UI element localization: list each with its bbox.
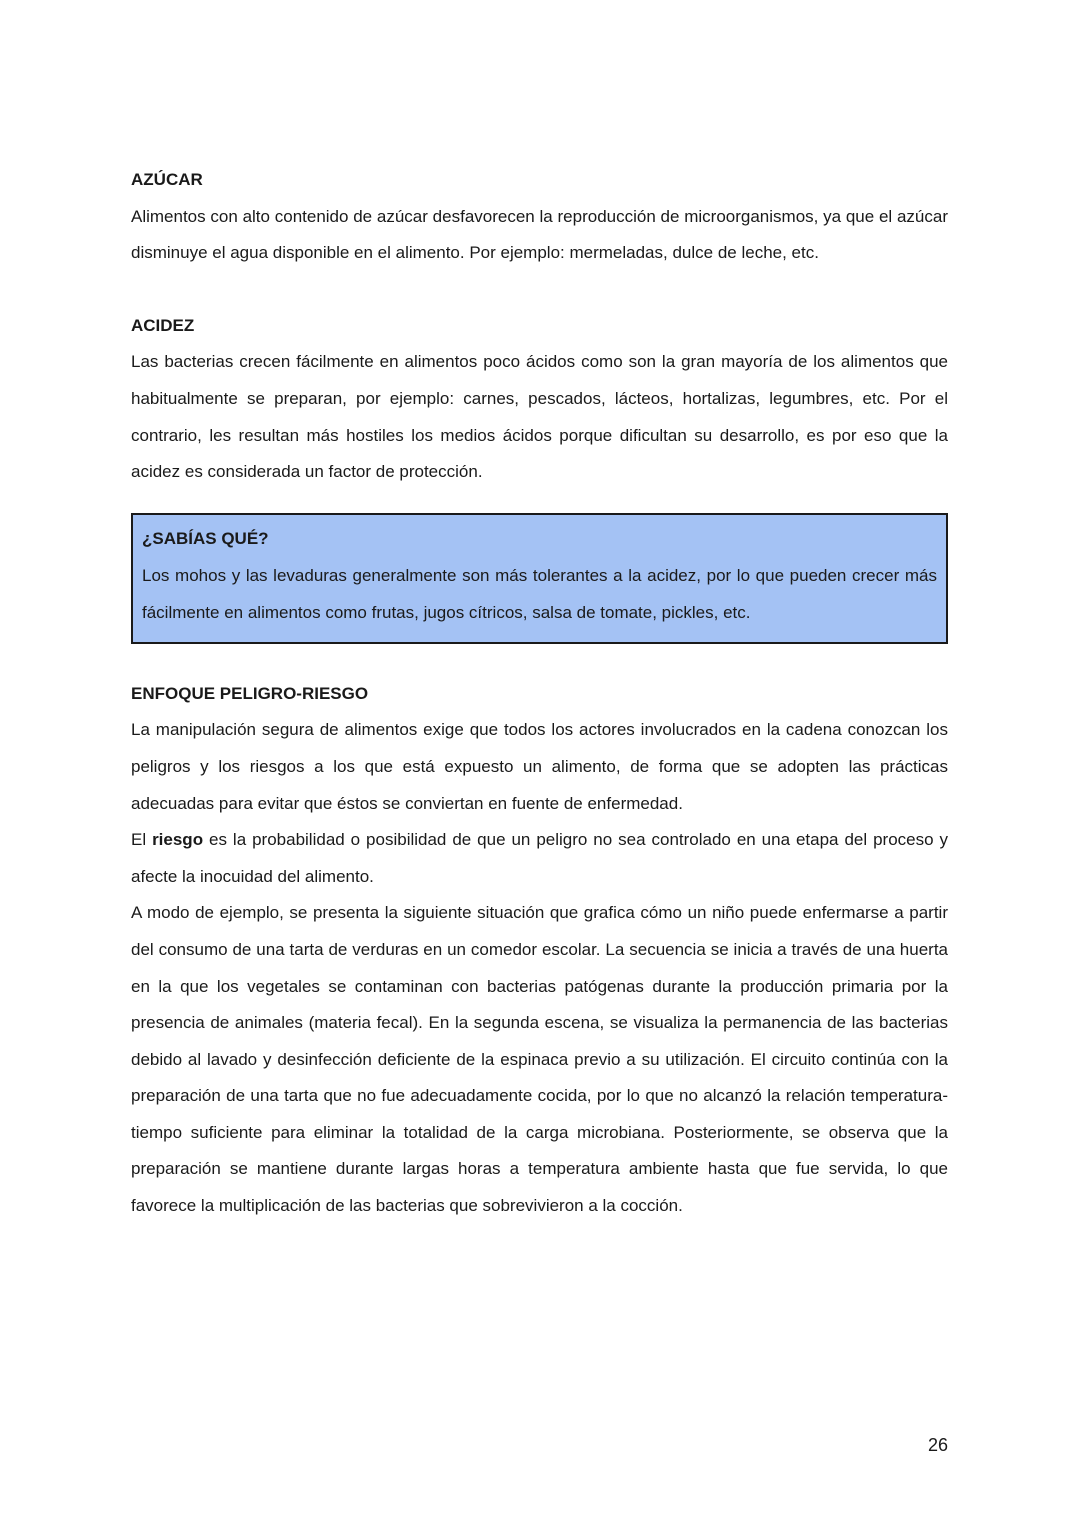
section-acidez <box>131 308 948 491</box>
section-text-enfoque-p2 <box>131 822 948 895</box>
spacer <box>131 644 948 676</box>
section-title-azucar: AZÚCAR <box>131 170 203 189</box>
document-page <box>131 162 948 1225</box>
text-run: El <box>131 830 153 850</box>
callout-text: Los mohos y las levaduras generalmente son más tolerantes a la acidez, por lo que pueden crecer más fácilmente en alimentos como frutas, jugos cítricos, salsa de tomate, pickles, etc. <box>142 565 937 622</box>
section-title-enfoque: ENFOQUE PELIGRO-RIESGO <box>131 683 369 703</box>
text-run: es la probabilidad o posibilidad de que un peligro no sea controlado en una etapa del proceso y afecte la inocuidad del alimento. <box>131 830 948 886</box>
section-text-enfoque-p3: A modo de ejemplo, se presenta la siguiente situación que grafica cómo un niño puede enfermarse a partir del consumo de una tarta de verduras en un comedor escolar. La secuencia se inicia a través de una huerta en la que los vegetales se contaminan con bacterias patógenas durante la producción primaria por la presencia de animales (materia fecal). En la segunda escena, se visualiza la permanencia de las bacterias debido al lavado y desinfección deficiente de la espinaca previo a su utilización. El circuito continúa con la preparación de una tarta que no fue adecuadamente cocida, por lo que no alcanzó la relación temperatura-tiempo suficiente para eliminar la totalidad de la carga microbiana. Posteriormente, se observa que la preparación se mantiene durante largas horas a temperatura ambiente hasta que fue servida, lo que favorece la multiplicación de las bacterias que sobrevivieron a la cocción. <box>131 903 948 1216</box>
section-text-enfoque-p1: La manipulación segura de alimentos exige que todos los actores involucrados en la cadena conozcan los peligros y los riesgos a los que está expuesto un alimento, de forma que se adopten las prácticas adecuadas para evitar que éstos se conviertan en fuente de enfermedad. <box>131 720 948 813</box>
callout-title: ¿SABÍAS QUÉ? <box>142 528 269 548</box>
section-title-acidez: ACIDEZ <box>131 315 195 335</box>
section-enfoque-peligro-riesgo <box>131 676 948 1225</box>
bold-term-riesgo: riesgo <box>152 830 204 850</box>
section-text-azucar: Alimentos con alto contenido de azúcar desfavorecen la reproducción de microorganismos, ya que el azúcar disminuye el agua disponible en el alimento. Por ejemplo: mermeladas, dulce de leche, etc. <box>131 206 948 263</box>
callout-sabias-que <box>131 513 948 644</box>
section-azucar <box>131 162 948 272</box>
page-number: 26 <box>927 1435 948 1455</box>
spacer <box>131 272 948 308</box>
section-text-acidez: Las bacterias crecen fácilmente en alimentos poco ácidos como son la gran mayoría de los alimentos que habitualmente se preparan, por ejemplo: carnes, pescados, lácteos, hortalizas, legumbres, etc. Por el contrario, les resultan más hostiles los medios ácidos porque dificultan su desarrollo, es por eso que la acidez es considerada un factor de protección. <box>131 352 948 482</box>
